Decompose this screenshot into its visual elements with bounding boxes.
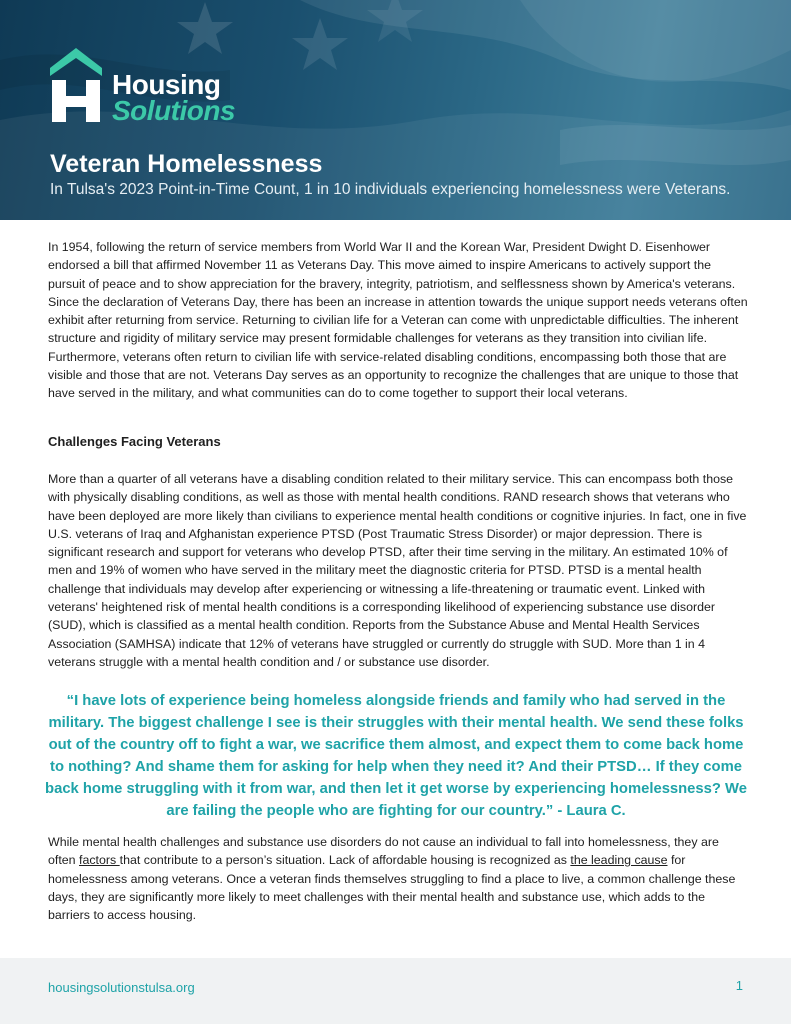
logo-text-solutions: Solutions — [112, 95, 236, 126]
closing-text-3: for homelessness among veterans. Once a veteran finds themselves struggling to find a place to live, a common challenge these days, they are significantly more likely to meet challenges with their mental health and substance use, which adds to the barriers to access housing. — [48, 853, 736, 923]
page-title: Veteran Homelessness — [50, 150, 323, 178]
challenges-paragraph: More than a quarter of all veterans have a disabling condition related to their military service. This can encompass both those with physically disabling conditions, as well as those with mental health conditions. RAND research shows that veterans who have been deployed are more likely than civilians to experience mental health conditions or cognitive injuries. In fact, one in five U.S. veterans of Iraq and Afghanistan experience PTSD (Post Traumatic Stress Disorder) or major depression. There is significant research and support for veterans who develop PTSD, after their time serving in the military. An estimated 10% of men and 19% of women who have served in the military meet the diagnostic criteria for PTSD. PTSD is a mental health challenge that individuals may develop after experiencing or witnessing a life-threatening or traumatic event. Linked with veterans' heightened risk of mental health conditions is a corresponding likelihood of experiencing substance use disorder (SUD), which is classified as a mental health condition. Reports from the Substance Abuse and Mental Health Services Association (SAMHSA) indicate that 12% of veterans have struggled or currently do struggle with SUD. More than 1 in 4 veterans struggle with a mental health condition and / or substance use disorder. — [48, 472, 747, 669]
pull-quote: “I have lots of experience being homeless alongside friends and family who had served in the military. The biggest challenge I see is their struggles with their mental health. We send these folks out of the country off to fight a war, we sacrifice them almost, and expect them to come back home to nothing? And shame them for asking for help when they need it? And their PTSD… If they come back home struggling with it from war, and then let it get worse by experiencing homelessness? We are failing the people who are fighting for our country.” - Laura C. — [45, 693, 747, 819]
page-number: 1 — [735, 978, 743, 993]
housing-solutions-logo[interactable] — [50, 46, 250, 126]
leading-cause-link[interactable]: the leading cause — [570, 853, 668, 868]
footer-website-link[interactable]: housingsolutionstulsa.org — [48, 980, 195, 995]
section-heading: Challenges Facing Veterans — [48, 434, 221, 449]
page-footer — [0, 958, 791, 1024]
closing-text-2: that contribute to a person’s situation. Lack of affordable housing is recognized as — [119, 853, 571, 868]
logo-text-housing: Housing — [112, 69, 221, 100]
closing-text-1: While mental health challenges and substance use disorders do not cause an individual to fall into homelessness, they are often — [48, 835, 719, 868]
closing-paragraph — [48, 833, 748, 924]
factors-link[interactable]: factors — [79, 853, 120, 868]
house-h-icon — [50, 46, 102, 124]
header-banner — [0, 0, 791, 220]
intro-paragraph: In 1954, following the return of service members from World War II and the Korean War, President Dwight D. Eisenhower endorsed a bill that affirmed November 11 as Veterans Day. This move aimed to inspire Americans to actively support the pursuit of peace and to show appreciation for the bravery, integrity, patriotism, and selflessness shown by America's veterans. Since the declaration of Veterans Day, there has been an increase in attention towards the unique support needs veterans often exhibit after returning from service. Returning to civilian life for a Veteran can come with unpredictable difficulties. The inherent structure and rigidity of military service may present formidable challenges for veterans as they transition into civilian life. Furthermore, veterans often return to civilian life with service-related disabling conditions, encompassing both those that are visible and those that are not. Veterans Day serves as an opportunity to recognize the challenges that are unique to those that have served in the military, and what communities can do to come together to support their local veterans. — [48, 240, 748, 401]
page-subtitle: In Tulsa's 2023 Point-in-Time Count, 1 in 10 individuals experiencing homelessness were Veterans. — [50, 181, 731, 198]
